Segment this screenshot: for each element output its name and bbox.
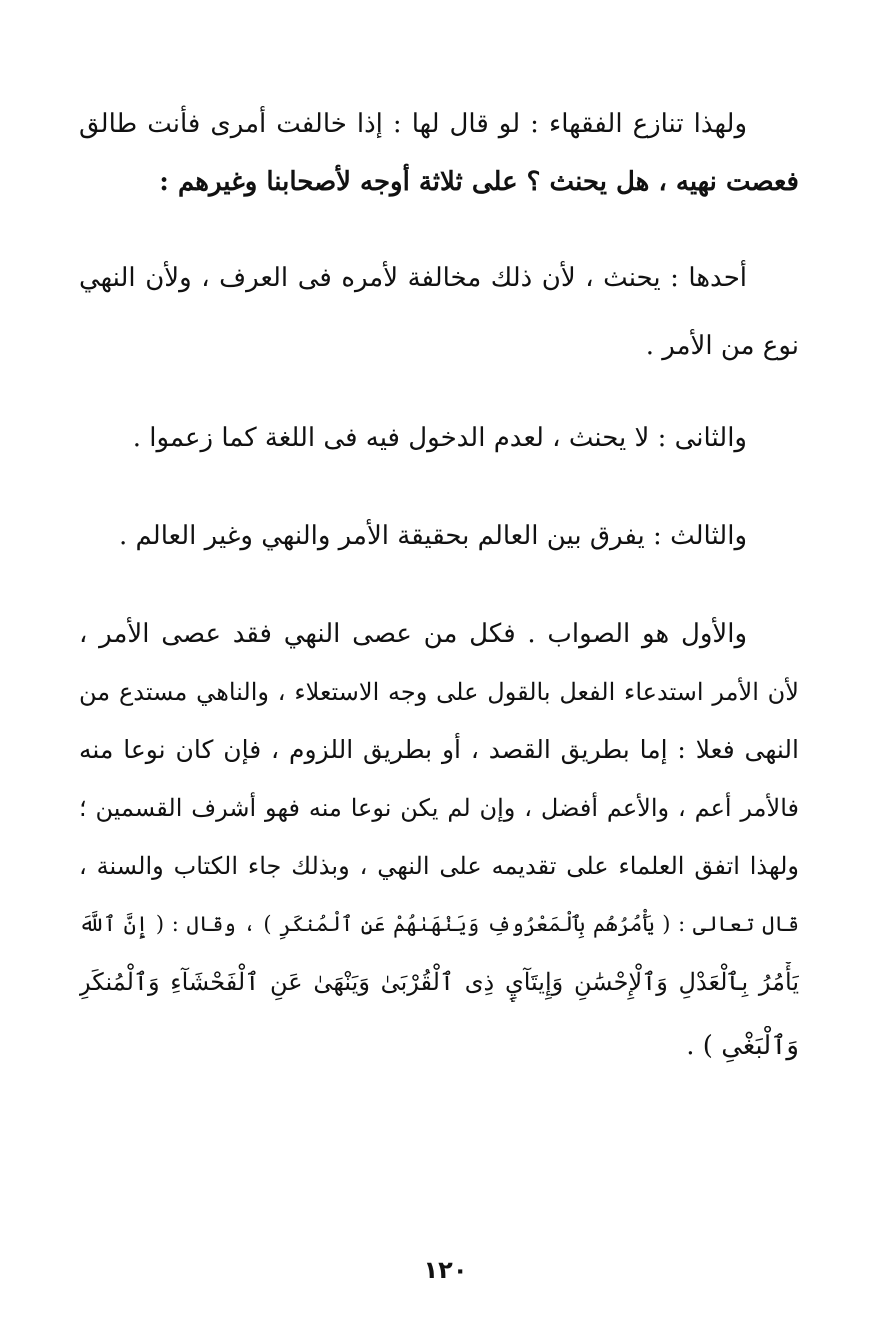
paragraph-4-line-1: والثالث : يفرق بين العالم بحقيقة الأمر والنهي وغير العالم . <box>118 521 747 551</box>
page-number: ١٢٠ <box>423 1256 468 1284</box>
paragraph-5-line-7: يَأْمُرُ بِٱلْعَدْلِ وَٱلْإِحْسَٰنِ وَإِيتَآيِٕ ذِى ٱلْقُرْبَىٰ وَيَنْهَىٰ عَنِ ٱلْفَحْشَآءِ وَٱلْمُنكَرِ <box>79 968 799 996</box>
paragraph-1-line-2: فعصت نهيه ، هل يحنث ؟ على ثلاثة أوجه لأصحابنا وغيرهم : <box>159 167 799 197</box>
paragraph-5-line-2: لأن الأمر استدعاء الفعل بالقول على وجه الاستعلاء ، والناهي مستدع من <box>79 678 799 706</box>
paragraph-5-line-1: والأول هو الصواب . فكل من عصى النهي فقد عصى الأمر ، <box>79 619 747 649</box>
paragraph-1-line-1: ولهذا تنازع الفقهاء : لو قال لها : إذا خالفت أمرى فأنت طالق <box>79 109 747 139</box>
paragraph-5-line-8: وَٱلْبَغْىِ ) . <box>686 1031 799 1061</box>
paragraph-2-line-1: أحدها : يحنث ، لأن ذلك مخالفة لأمره فى العرف ، ولأن النهي <box>79 263 747 293</box>
paragraph-5-line-4: فالأمر أعم ، والأعم أفضل ، وإن لم يكن نوعا منه فهو أشرف القسمين ؛ <box>79 794 799 822</box>
paragraph-3-line-1: والثانى : لا يحنث ، لعدم الدخول فيه فى اللغة كما زعموا . <box>132 423 747 453</box>
paragraph-5-line-5: ولهذا اتفق العلماء على تقديمه على النهي ، وبذلك جاء الكتاب والسنة ، <box>79 852 799 880</box>
paragraph-2-line-2: نوع من الأمر . <box>645 331 799 361</box>
paragraph-5-line-6: قال تعالى : ( يَأْمُرُهُم بِٱلْمَعْرُوفِ وَيَنْهَىٰهُمْ عَنِ ٱلْمُنكَرِ ) ، وقال : ( إِنَّ ٱللَّهَ <box>79 912 799 936</box>
paragraph-5-line-3: النهى فعلا : إما بطريق القصد ، أو بطريق اللزوم ، فإن كان نوعا منه <box>79 735 799 764</box>
